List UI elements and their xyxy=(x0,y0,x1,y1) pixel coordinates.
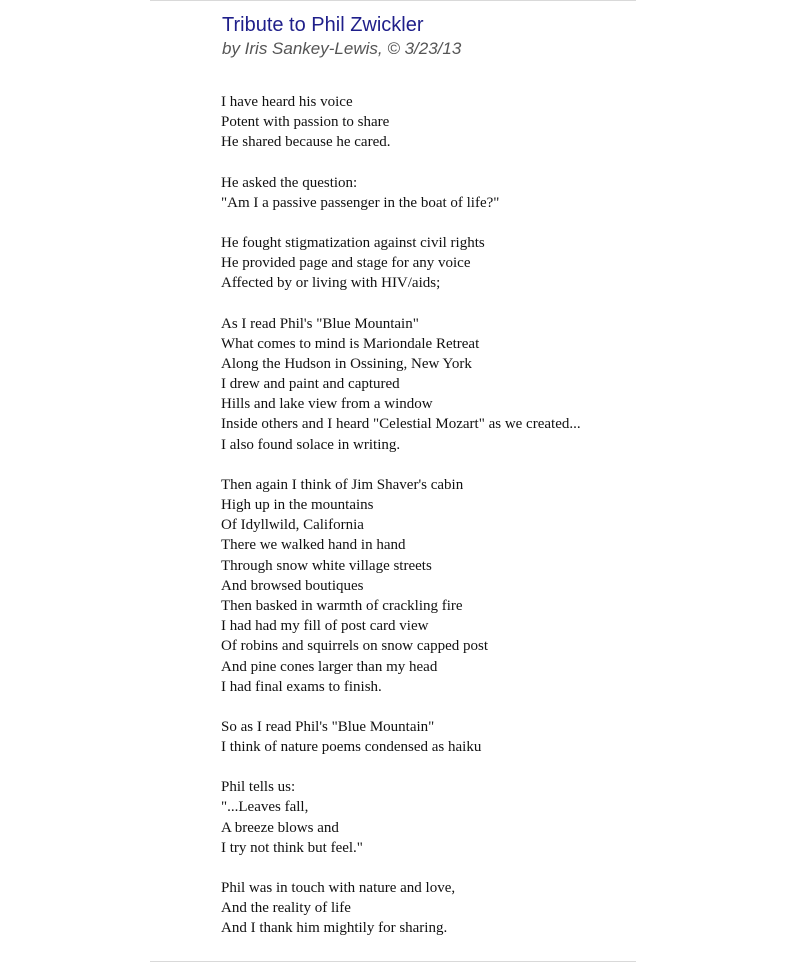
poem-line: I try not think but feel." xyxy=(221,839,363,856)
poem-line: I had had my fill of post card view xyxy=(221,618,429,635)
poem-line: Potent with passion to share xyxy=(221,114,390,131)
stanza-7 xyxy=(221,777,581,858)
poem-line: He fought stigmatization against civil rights xyxy=(221,234,485,251)
page-title: Tribute to Phil Zwickler xyxy=(222,14,424,36)
poem-line: "...Leaves fall, xyxy=(221,799,309,816)
poem-line: What comes to mind is Mariondale Retreat xyxy=(221,335,480,352)
author-byline: by Iris Sankey-Lewis, © 3/23/13 xyxy=(222,39,462,58)
poem-line: And the reality of life xyxy=(221,900,351,917)
stanza-3 xyxy=(221,233,581,294)
poem-body xyxy=(221,92,581,939)
poem-line: Phil tells us: xyxy=(221,779,296,796)
bottom-divider xyxy=(150,961,636,962)
poem-line: Phil was in touch with nature and love, xyxy=(221,880,456,896)
stanza-5 xyxy=(221,475,581,697)
poem-line: Of robins and squirrels on snow capped post xyxy=(221,638,489,655)
poem-line: I think of nature poems condensed as haiku xyxy=(221,739,482,756)
stanza-8 xyxy=(221,878,581,939)
poem-line: There we walked hand in hand xyxy=(221,537,406,554)
poem-line: So as I read Phil's "Blue Mountain" xyxy=(221,718,435,735)
poem-line: High up in the mountains xyxy=(221,497,374,513)
stanza-4 xyxy=(221,314,581,455)
poem-line: I have heard his voice xyxy=(221,94,353,110)
stanza-6 xyxy=(221,717,581,757)
poem-line: And pine cones larger than my head xyxy=(221,658,438,675)
poem-line: He provided page and stage for any voice xyxy=(221,255,471,272)
poem-line: Through snow white village streets xyxy=(221,557,432,574)
top-divider xyxy=(150,0,636,1)
poem-line: And I thank him mightily for sharing. xyxy=(221,920,448,937)
poem-line: He asked the question: xyxy=(221,174,358,191)
poem-line: And browsed boutiques xyxy=(221,577,364,594)
poem-line: As I read Phil's "Blue Mountain" xyxy=(221,315,419,332)
stanza-2 xyxy=(221,173,581,213)
stanza-1 xyxy=(221,92,581,153)
poem-line: Then basked in warmth of crackling fire xyxy=(221,597,463,614)
poem-line: Hills and lake view from a window xyxy=(221,396,433,413)
poem-line: I drew and paint and captured xyxy=(221,376,400,393)
poem-line: Affected by or living with HIV/aids; xyxy=(221,275,441,292)
poem-line: Inside others and I heard "Celestial Mozart" as we created... xyxy=(221,416,581,433)
poem-line: A breeze blows and xyxy=(221,819,339,836)
poem-line: Of Idyllwild, California xyxy=(221,517,364,534)
poem-line: He shared because he cared. xyxy=(221,134,391,151)
poem-line: I also found solace in writing. xyxy=(221,436,401,453)
poem-line: Along the Hudson in Ossining, New York xyxy=(221,355,472,372)
poem-line: "Am I a passive passenger in the boat of life?" xyxy=(221,194,500,211)
document-page xyxy=(150,0,636,963)
poem-line: I had final exams to finish. xyxy=(221,678,382,695)
poem-line: Then again I think of Jim Shaver's cabin xyxy=(221,476,464,493)
